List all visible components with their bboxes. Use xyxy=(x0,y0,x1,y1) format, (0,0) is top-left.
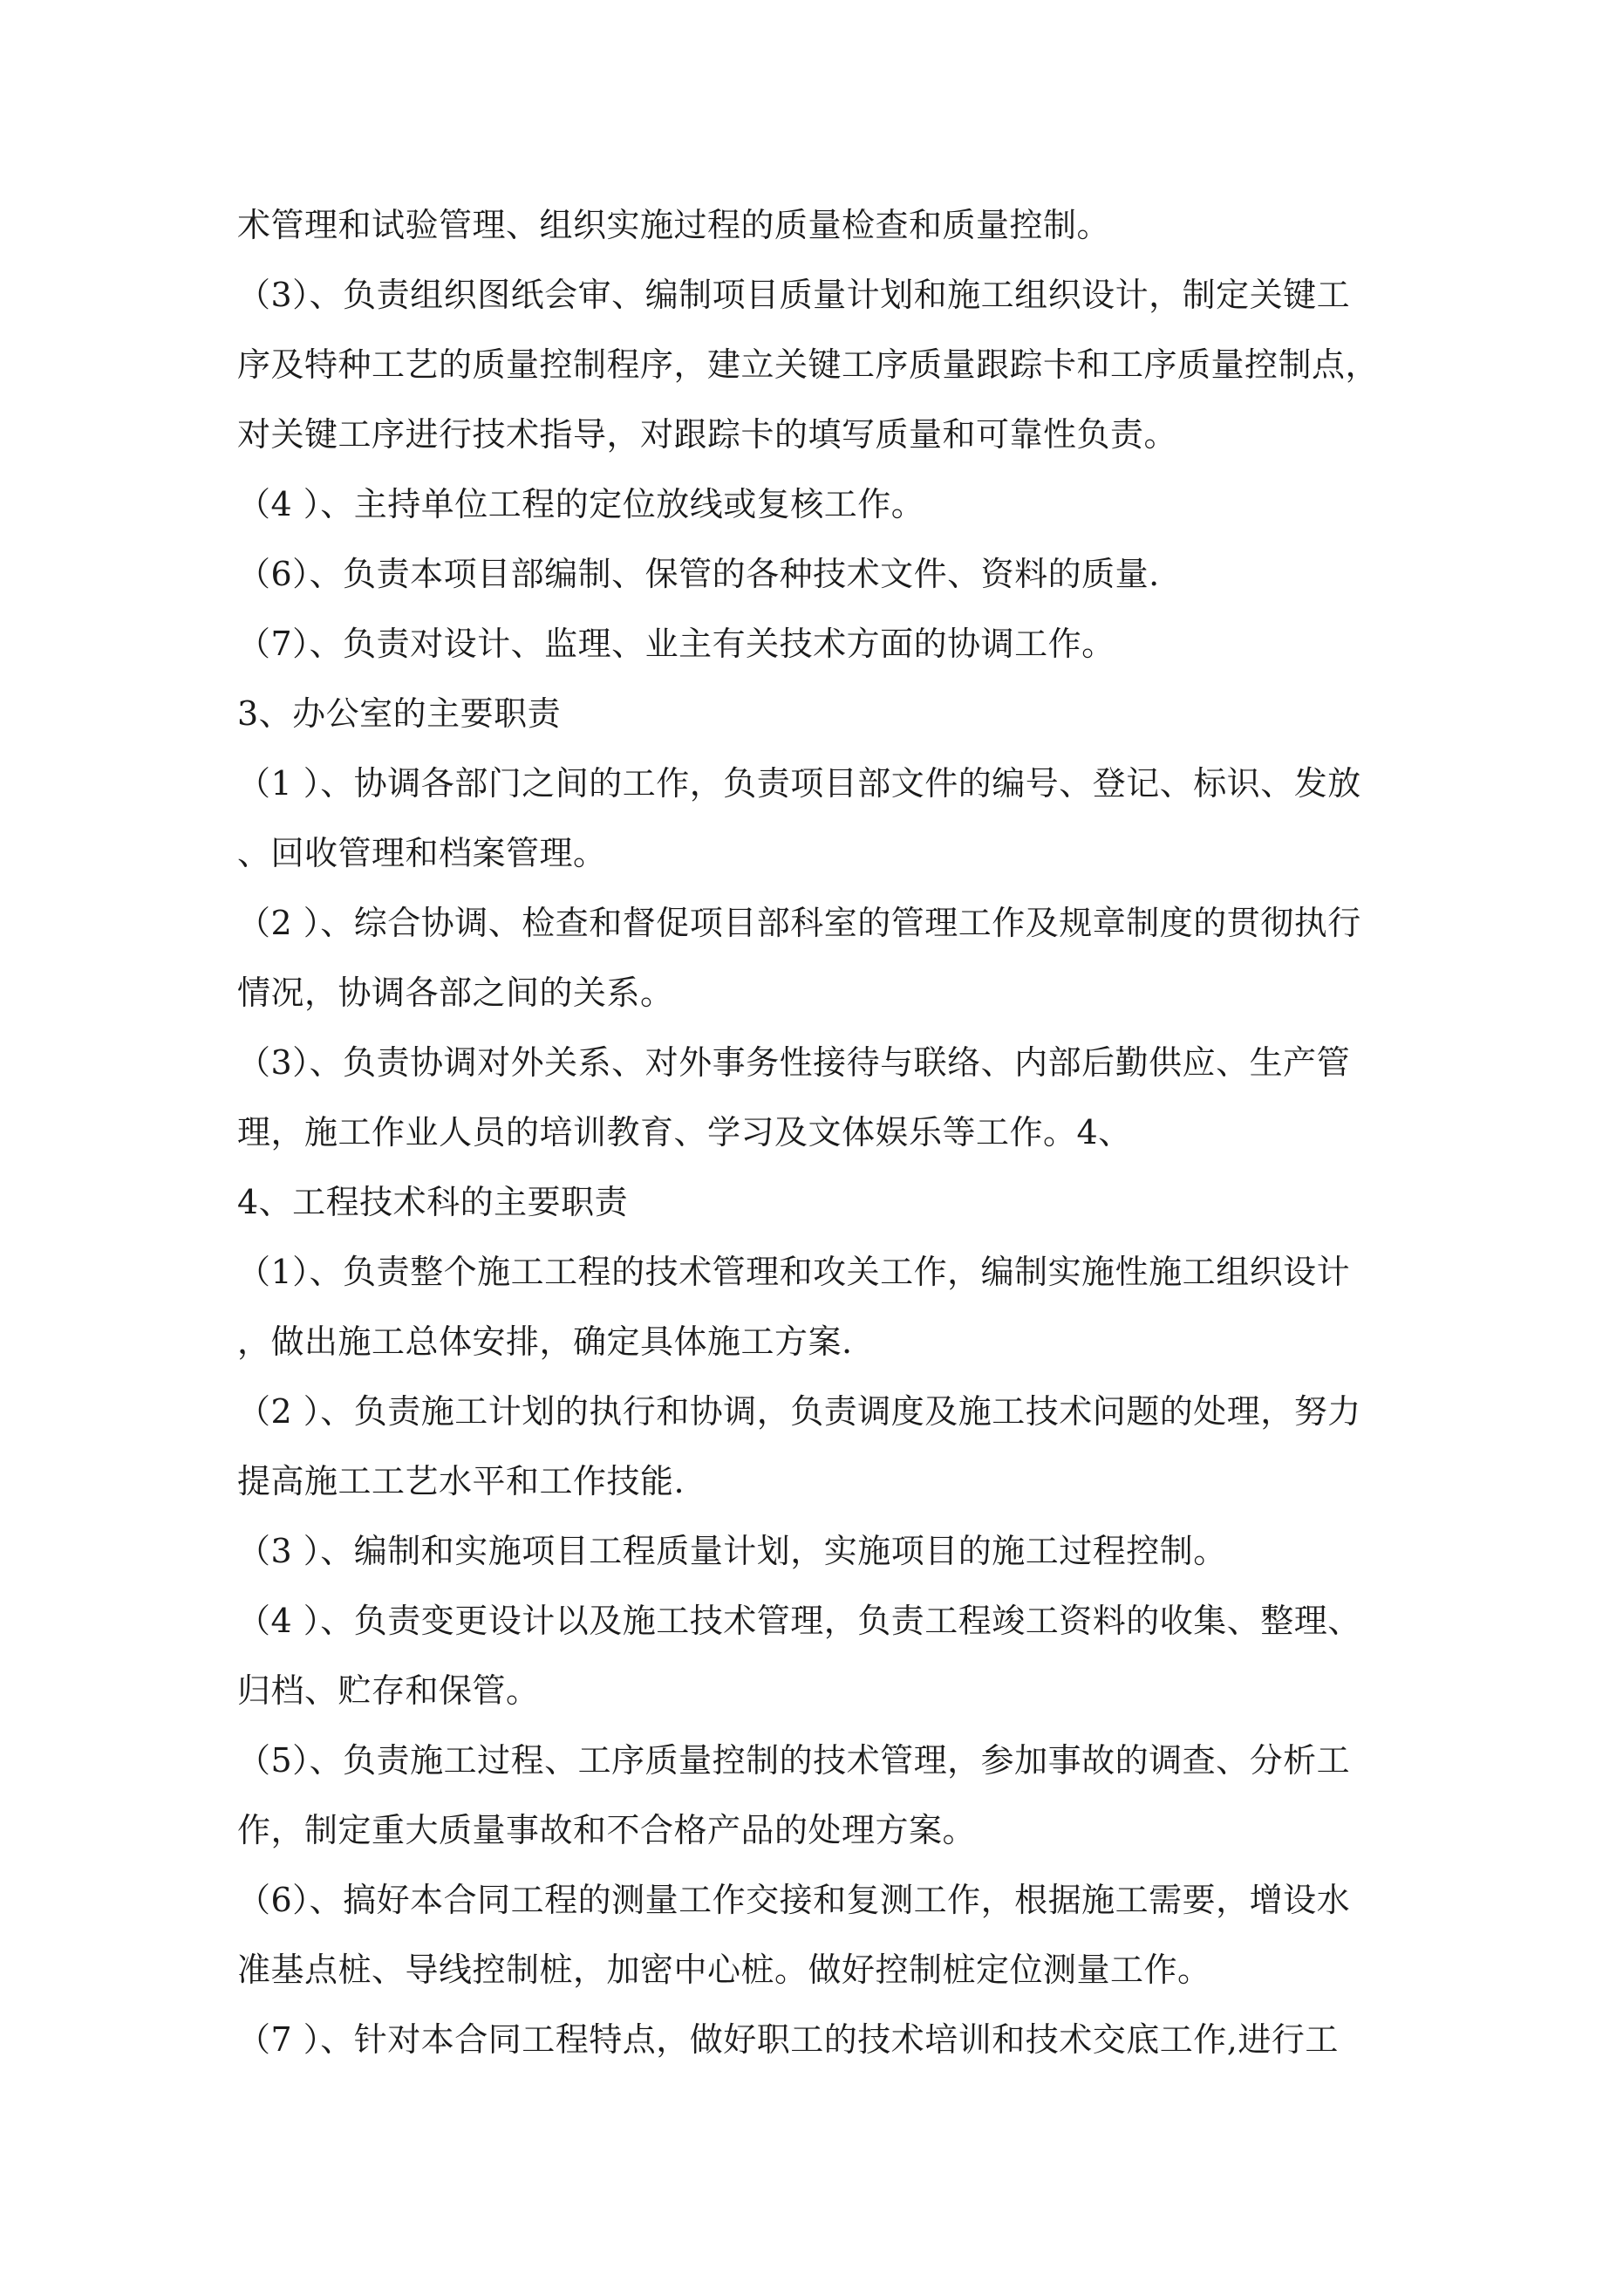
text-line: 术管理和试验管理、组织实施过程的质量检查和质量控制。 xyxy=(237,206,1111,244)
text-line: （2 ）、综合协调、检查和督促项目部科室的管理工作及规章制度的贯彻执行 xyxy=(237,904,1361,942)
text-line: （3 ）、编制和实施项目工程质量计划，实施项目的施工过程控制。 xyxy=(237,1532,1227,1570)
text-line: （4 ）、负责变更设计以及施工技术管理，负责工程竣工资料的收集、整理、 xyxy=(237,1602,1361,1640)
text-line: （6）、搞好本合同工程的测量工作交接和复测工作，根据施工需要，增设水 xyxy=(237,1881,1351,1919)
text-line: （5）、负责施工过程、工序质量控制的技术管理，参加事故的调查、分析工 xyxy=(237,1741,1351,1780)
text-line: （1）、负责整个施工工程的技术管理和攻关工作，编制实施性施工组织设计 xyxy=(237,1253,1351,1291)
text-line: （3）、负责协调对外关系、对外事务性接待与联络、内部后勤供应、生产管 xyxy=(237,1043,1351,1082)
section-heading: 3、办公室的主要职责 xyxy=(237,694,562,733)
text-line: ，做出施工总体安排，确定具体施工方案. xyxy=(237,1322,853,1361)
text-line: （2 ）、负责施工计划的执行和协调，负责调度及施工技术问题的处理，努力 xyxy=(237,1392,1361,1431)
text-line: （3）、负责组织图纸会审、编制项目质量计划和施工组织设计，制定关键工 xyxy=(237,276,1351,314)
text-line: 作，制定重大质量事故和不合格产品的处理方案。 xyxy=(237,1811,977,1849)
text-line: 序及特种工艺的质量控制程序，建立关键工序质量跟踪卡和工序质量控制点， xyxy=(237,345,1380,384)
text-line: （7 ）、针对本合同工程特点，做好职工的技术培训和技术交底工作,进行工 xyxy=(237,2020,1339,2059)
section-heading: 4、工程技术科的主要职责 xyxy=(237,1183,629,1221)
text-line: 提高施工工艺水平和工作技能. xyxy=(237,1462,685,1500)
text-line: 对关键工序进行技术指导，对跟踪卡的填写质量和可靠性负责。 xyxy=(237,415,1178,454)
text-line: （7）、负责对设计、监理、业主有关技术方面的协调工作。 xyxy=(237,625,1115,663)
text-line: （6）、负责本项目部编制、保管的各种技术文件、资料的质量. xyxy=(237,555,1160,593)
text-line: 情况，协调各部之间的关系。 xyxy=(237,974,674,1012)
text-line: 准基点桩、导线控制桩，加密中心桩。做好控制桩定位测量工作。 xyxy=(237,1951,1211,1989)
text-line: （4 ）、主持单位工程的定位放线或复核工作。 xyxy=(237,485,925,523)
text-line: （1 ）、协调各部门之间的工作，负责项目部文件的编号、登记、标识、发放 xyxy=(237,764,1361,803)
text-line: 、回收管理和档案管理。 xyxy=(237,834,607,872)
text-line: 归档、贮存和保管。 xyxy=(237,1671,540,1710)
text-line: 理，施工作业人员的培训教育、学习及文体娱乐等工作。4、 xyxy=(237,1113,1132,1151)
